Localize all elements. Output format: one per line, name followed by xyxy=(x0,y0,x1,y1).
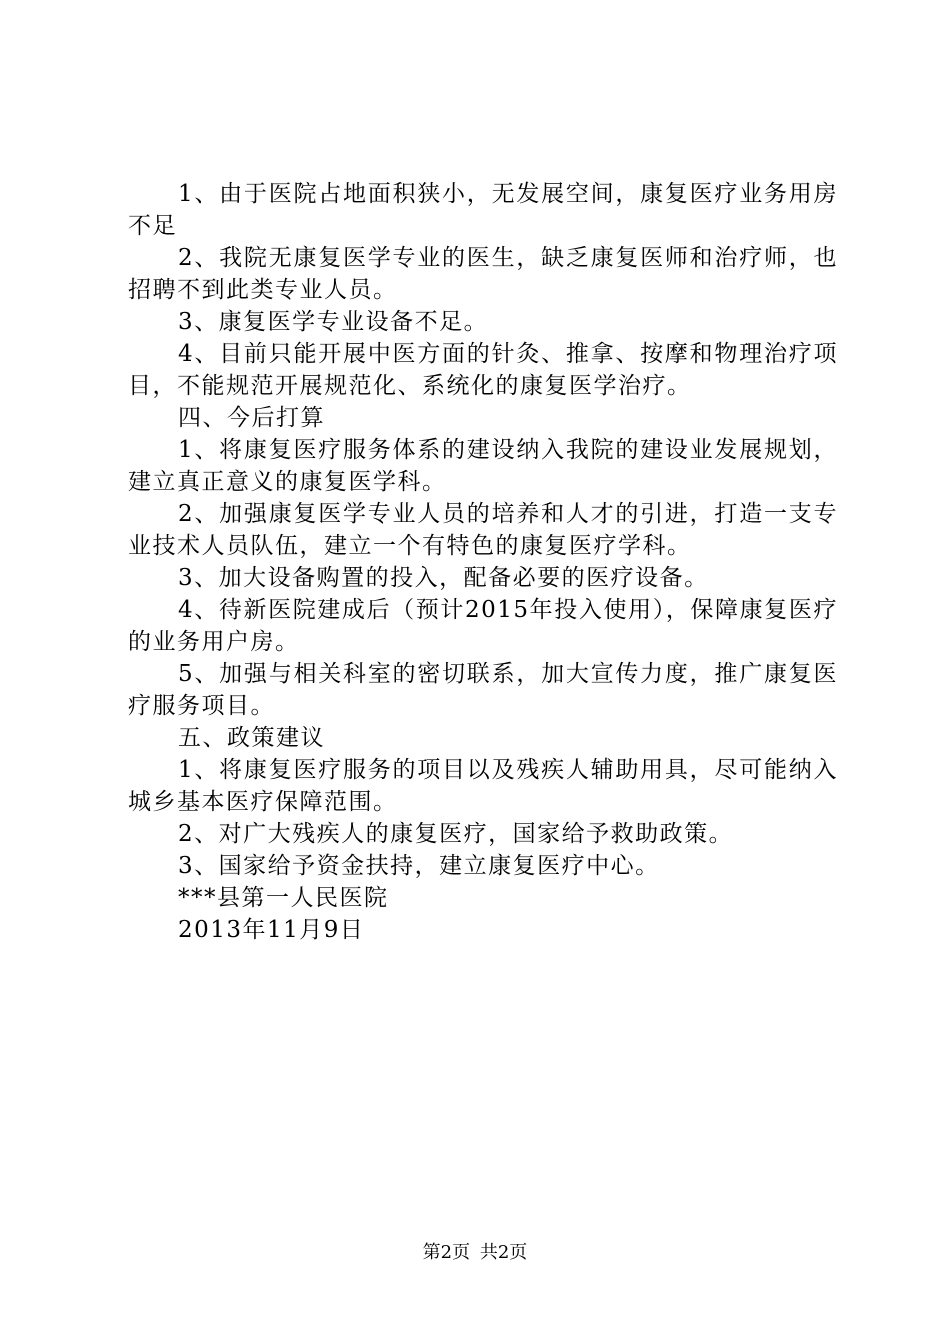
policy-item-3: 3、国家给予资金扶持，建立康复医疗中心。 xyxy=(178,853,660,879)
signature-organization: ***县第一人民医院 xyxy=(178,885,389,911)
paragraph-4: 4、目前只能开展中医方面的针灸、推拿、按摩和物理治疗项目，不能规范开展规范化、系统化的康复医学治疗。 xyxy=(128,341,838,399)
paragraph-1: 1、由于医院占地面积狭小，无发展空间，康复医疗业务用房不足 xyxy=(128,181,838,239)
paragraph-2: 2、我院无康复医学专业的医生，缺乏康复医师和治疗师，也招聘不到此类专业人员。 xyxy=(128,245,838,303)
policy-item-2: 2、对广大残疾人的康复医疗，国家给予救助政策。 xyxy=(178,821,734,847)
section-heading-plans: 四、今后打算 xyxy=(178,405,325,431)
signature-date: 2013年11月9日 xyxy=(178,917,365,943)
document-body xyxy=(128,178,838,946)
paragraph-3: 3、康复医学专业设备不足。 xyxy=(178,309,489,335)
policy-item-1: 1、将康复医疗服务的项目以及残疾人辅助用具，尽可能纳入城乡基本医疗保障范围。 xyxy=(128,757,838,815)
plan-item-1: 1、将康复医疗服务体系的建设纳入我院的建设业发展规划，建立真正意义的康复医学科。 xyxy=(128,437,838,495)
section-heading-policy: 五、政策建议 xyxy=(178,725,325,751)
page-total: 共2页 xyxy=(479,1242,528,1263)
plan-item-4: 4、待新医院建成后（预计2015年投入使用），保障康复医疗的业务用户房。 xyxy=(128,597,838,655)
plan-item-5: 5、加强与相关科室的密切联系，加大宣传力度，推广康复医疗服务项目。 xyxy=(128,661,838,719)
plan-item-2: 2、加强康复医学专业人员的培养和人才的引进，打造一支专业技术人员队伍，建立一个有特色的康复医疗学科。 xyxy=(128,501,838,559)
page-footer xyxy=(0,1242,950,1264)
plan-item-3: 3、加大设备购置的投入，配备必要的医疗设备。 xyxy=(178,565,709,591)
page-number: 第2页 xyxy=(422,1242,471,1263)
